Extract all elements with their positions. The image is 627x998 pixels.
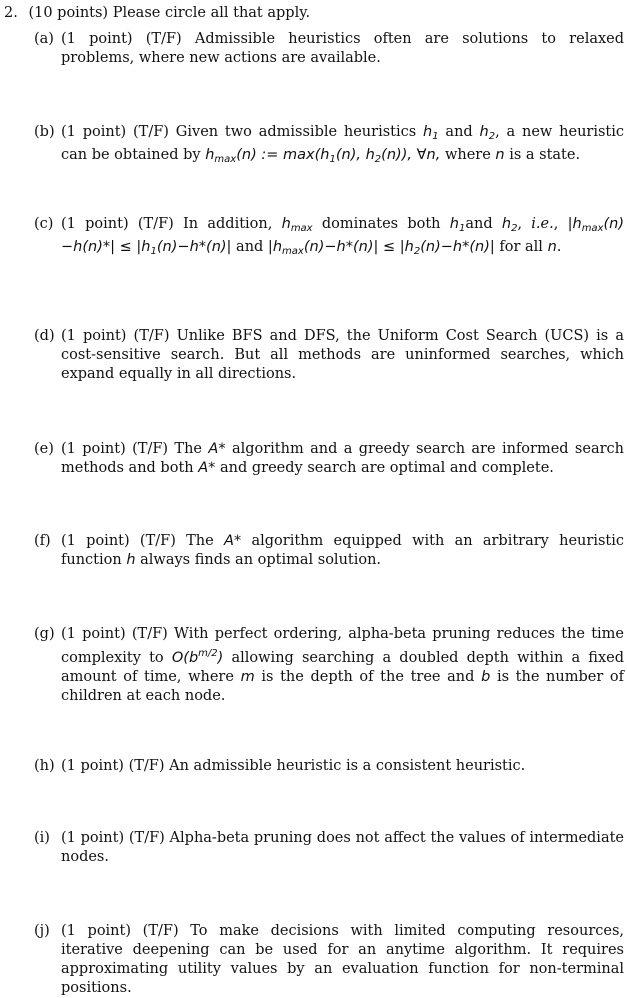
item-text: Given two admissible heuristics: [175, 124, 417, 140]
item-text: The: [174, 441, 203, 457]
item-body: [61, 625, 624, 706]
item-text: dominates both: [321, 216, 441, 232]
item-body: [61, 30, 624, 68]
true-false-marker[interactable]: (T/F): [128, 758, 165, 774]
item-text: Alpha-beta pruning does not affect the values of intermediate nodes.: [61, 830, 624, 865]
math-hmax-definition: $h_{max}(n)$ := $\max(h_1(n)$, $h_2(n)$), ∀n,: [205, 147, 441, 165]
item-a: [34, 30, 624, 68]
math-a-star: A*: [198, 460, 216, 476]
math-big-o: $O(b^{m/2})$: [171, 648, 224, 666]
item-points: (1 point): [61, 830, 125, 846]
item-label: (j): [34, 923, 50, 939]
math-h2: $h_2$: [479, 124, 496, 142]
item-points: (1 point): [61, 626, 126, 642]
item-label: (f): [34, 533, 51, 549]
item-label: (g): [34, 626, 55, 642]
item-text: algorithm and a greedy search are informed search methods and both: [61, 441, 624, 476]
item-body: [61, 327, 624, 384]
item-h: [34, 757, 624, 776]
item-text: is the number of children at each node.: [61, 669, 625, 704]
item-i: [34, 829, 624, 867]
true-false-marker[interactable]: (T/F): [139, 533, 176, 549]
question-number: 2.: [4, 5, 18, 21]
item-body: (1 point) (T/F) In addition, $h_{max}$ dominates both $h_1and$ $h_2$, i.e., $|h_{max}(n)-h(n)*| \le |h_1(n)-h*(n)|$ and $|h_{max}(n)-h*(n)| \le |h_2(n)-h*(n)|$ for all n.: [61, 216, 625, 257]
true-false-marker[interactable]: (T/F): [132, 441, 169, 457]
item-points: (1 point): [61, 216, 129, 232]
item-text: Admissible heuristics often are solutions to relaxed problems, where new actions are available.: [61, 31, 625, 66]
item-text: always finds an optimal solution.: [140, 552, 382, 568]
true-false-marker[interactable]: (T/F): [145, 31, 182, 47]
math-hmax: $h_{max}$: [281, 216, 313, 234]
item-text: i.e.: [531, 216, 554, 232]
item-text: , a new heuristic can be obtained by: [61, 124, 625, 163]
item-text: is a state.: [509, 147, 581, 163]
item-body: [61, 922, 624, 998]
item-text: and greedy search are optimal and complete.: [220, 460, 554, 476]
item-points: (1 point): [61, 533, 130, 549]
item-points: (1 point): [61, 441, 126, 457]
item-text: With perfect ordering, alpha-beta pruning reduces the time complexity to: [61, 626, 624, 666]
item-label: (b): [34, 124, 55, 140]
item-text: The: [186, 533, 214, 549]
item-c: [34, 215, 624, 261]
item-text: To make decisions with limited computing resources, iterative deepening can be used for an anytime algorithm. It requires approximating utility values by an evaluation function for non-terminal positions.: [61, 923, 625, 996]
item-text: and: [236, 239, 264, 255]
question-instruction: Please circle all that apply.: [112, 5, 311, 21]
item-text: and: [445, 124, 473, 140]
item-e: [34, 440, 624, 478]
math-a-star: A*: [224, 533, 242, 549]
math-h: h: [126, 552, 136, 568]
question-heading: [4, 4, 310, 23]
item-body: [61, 123, 624, 169]
item-body: [61, 440, 624, 478]
item-text: allowing searching a doubled depth within a fixed amount of time, where: [61, 650, 625, 685]
math-b: b: [481, 669, 491, 685]
item-points: (1 point): [61, 31, 133, 47]
item-body: [61, 829, 624, 867]
math-m: m: [240, 669, 255, 685]
item-j: [34, 922, 624, 998]
true-false-marker[interactable]: (T/F): [133, 124, 169, 140]
item-points: (1 point): [61, 124, 127, 140]
item-label: (c): [34, 216, 54, 232]
item-text: for all: [499, 239, 543, 255]
item-label: (h): [34, 758, 55, 774]
question-points: (10 points): [28, 5, 109, 21]
item-text: ,: [517, 216, 523, 232]
item-text: where: [444, 147, 491, 163]
true-false-marker[interactable]: (T/F): [131, 626, 168, 642]
math-dominance-inequality-2: $|h_{max}(n)-h*(n)| \le |h_2(n)-h*(n)|$: [267, 239, 495, 257]
item-f: [34, 532, 624, 570]
item-text: In addition,: [183, 216, 273, 232]
math-h1: $h_1$: [449, 216, 466, 234]
item-points: (1 point): [61, 328, 127, 344]
item-text: is the depth of the tree and: [261, 669, 475, 685]
item-d: [34, 327, 624, 384]
item-text: An admissible heuristic is a consistent heuristic.: [169, 758, 526, 774]
item-text: algorithm equipped with an arbitrary heuristic function: [61, 533, 624, 568]
item-points: (1 point): [61, 923, 132, 939]
item-g: [34, 625, 624, 706]
math-h2: $h_2$: [501, 216, 518, 234]
item-body: [61, 757, 624, 776]
item-body: [61, 532, 624, 570]
item-label: (d): [34, 328, 55, 344]
item-label: (i): [34, 830, 50, 846]
item-label: (e): [34, 441, 54, 457]
math-dominance-inequality-1: $|h_{max}(n)-h(n)*| \le |h_1(n)-h*(n)|$: [61, 216, 625, 257]
math-n: n: [495, 147, 505, 163]
true-false-marker[interactable]: (T/F): [128, 830, 165, 846]
true-false-marker[interactable]: (T/F): [133, 328, 170, 344]
item-points: (1 point): [61, 758, 124, 774]
math-a-star: A*: [208, 441, 226, 457]
true-false-marker[interactable]: (T/F): [142, 923, 179, 939]
item-text: Unlike BFS and DFS, the Uniform Cost Search (UCS) is a cost-sensitive search. But all methods are uninformed searches, which expand equally in all directions.: [61, 328, 624, 382]
item-label: (a): [34, 31, 54, 47]
true-false-marker[interactable]: (T/F): [137, 216, 174, 232]
item-b: [34, 123, 624, 169]
item-text: and: [465, 216, 493, 232]
math-h1: $h_1$: [423, 124, 439, 142]
math-n: n: [547, 239, 557, 255]
